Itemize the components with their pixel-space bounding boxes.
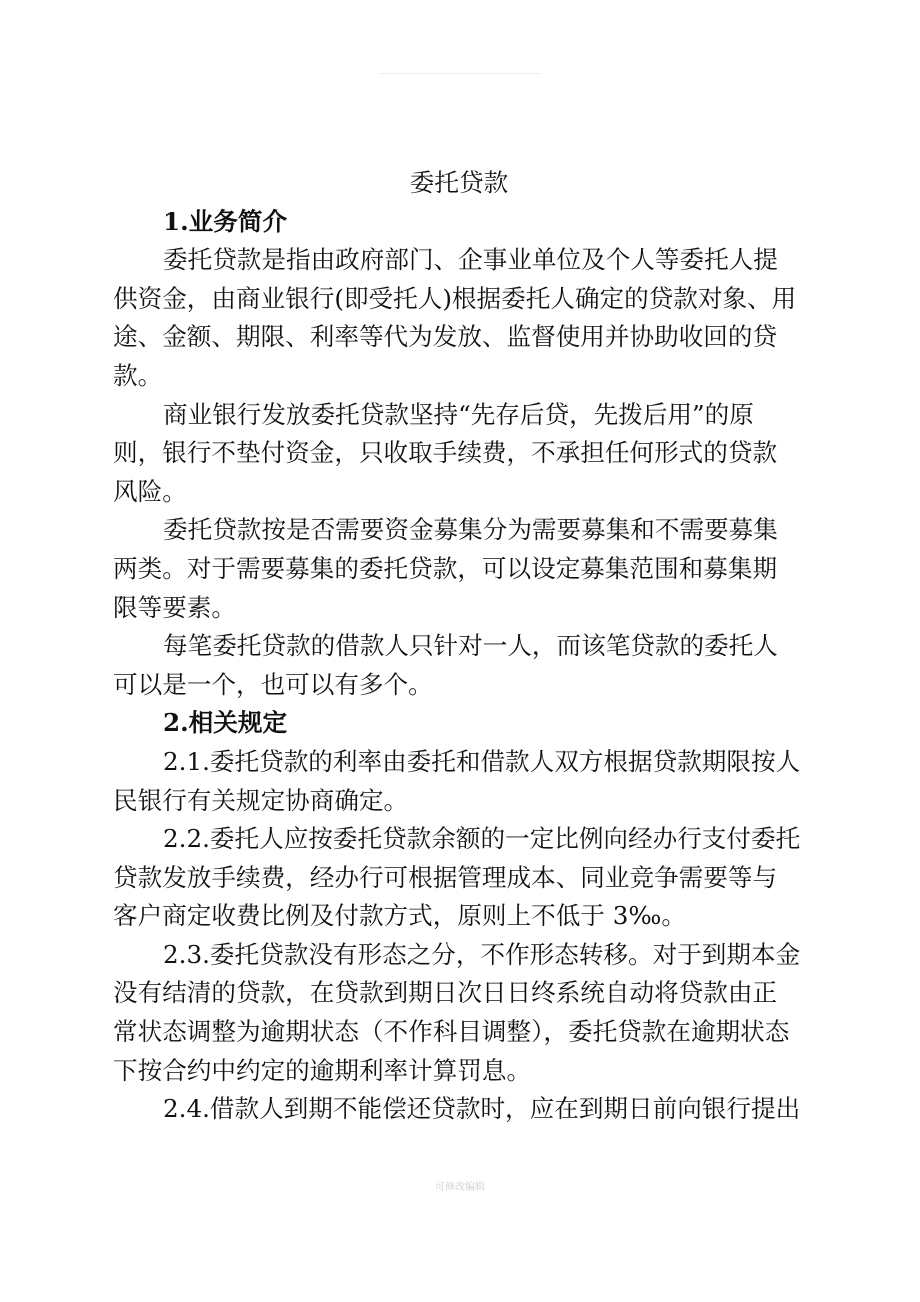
header-rule xyxy=(380,73,540,74)
paragraph xyxy=(113,627,813,704)
footer-note: 可修改编辑 xyxy=(435,1182,485,1193)
paragraph-line: 下按合约中约定的逾期利率计算罚息。 xyxy=(113,1055,532,1085)
paragraph-line: 供资金，由商业银行(即受托人)根据委托人确定的贷款对象、用 xyxy=(113,283,797,313)
paragraph-line: 没有结清的贷款，在贷款到期日次日日终系统自动将贷款由正 xyxy=(113,978,778,1008)
paragraph-line: 民银行有关规定协商确定。 xyxy=(113,785,409,815)
paragraph xyxy=(113,936,813,1090)
paragraph-line: 两类。对于需要募集的委托贷款，可以设定募集范围和募集期 xyxy=(113,553,778,583)
document-body xyxy=(113,164,813,1129)
paragraph-line: 可以是一个，也可以有多个。 xyxy=(113,669,433,699)
paragraph-line: 途、金额、期限、利率等代为发放、监督使用并协助收回的贷 xyxy=(113,322,778,352)
paragraph-line: 款。 xyxy=(113,360,163,390)
paragraph-line: 2.2.委托人应按委托贷款余额的一定比例向经办行支付委托 xyxy=(163,824,801,854)
section-heading: 1.业务简介 xyxy=(163,206,288,236)
paragraph-line: 委托贷款按是否需要资金募集分为需要募集和不需要募集 xyxy=(163,515,778,545)
paragraph xyxy=(113,743,813,820)
paragraph xyxy=(113,1090,813,1129)
paragraph-line: 商业银行发放委托贷款坚持“先存后贷，先拨后用”的原 xyxy=(163,399,754,429)
paragraph xyxy=(113,396,813,512)
paragraph-line: 2.1.委托贷款的利率由委托和借款人双方根据贷款期限按人 xyxy=(163,746,801,776)
paragraph-line: 风险。 xyxy=(113,476,187,506)
paragraph-line: 客户商定收费比例及付款方式，原则上不低于 3‰。 xyxy=(113,901,686,931)
paragraph-line: 贷款发放手续费，经办行可根据管理成本、同业竞争需要等与 xyxy=(113,862,778,892)
paragraph-line: 常状态调整为逾期状态（不作科目调整），委托贷款在逾期状态 xyxy=(113,1017,790,1047)
document-title: 委托贷款 xyxy=(409,168,509,197)
paragraph-line: 2.3.委托贷款没有形态之分，不作形态转移。对于到期本金 xyxy=(163,939,801,969)
paragraph-line: 2.4.借款人到期不能偿还贷款时，应在到期日前向银行提出 xyxy=(163,1094,801,1124)
paragraph xyxy=(113,241,813,395)
paragraph-line: 委托贷款是指由政府部门、企事业单位及个人等委托人提 xyxy=(163,245,778,275)
paragraph xyxy=(113,511,813,627)
paragraph-line: 限等要素。 xyxy=(113,592,236,622)
paragraph xyxy=(113,820,813,936)
paragraph-line: 每笔委托贷款的借款人只针对一人，而该笔贷款的委托人 xyxy=(163,631,778,661)
paragraph-line: 则，银行不垫付资金，只收取手续费，不承担任何形式的贷款 xyxy=(113,438,778,468)
section-heading: 2.相关规定 xyxy=(163,708,288,738)
